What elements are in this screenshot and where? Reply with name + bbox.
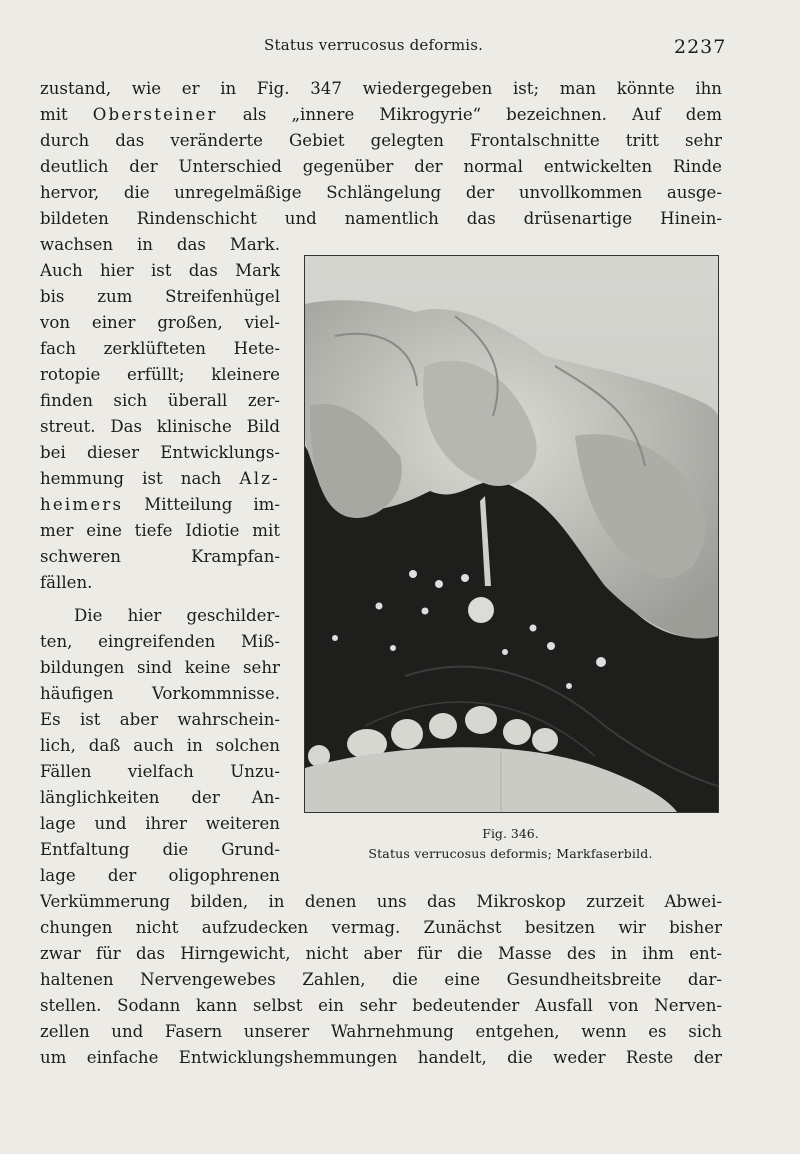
- text-line: zustand, wie er in Fig. 347 wiedergegeben ist; man könnte ihn: [40, 79, 722, 98]
- text-fragment: als „innere Mikrogyrie“ bezeichnen. Auf dem: [242, 105, 722, 124]
- text-line: Entfaltung die Grund-: [40, 840, 280, 859]
- text-line: von einer großen, viel-: [40, 313, 280, 332]
- text-line: lage und ihrer weiteren: [40, 814, 280, 833]
- text-line: länglichkeiten der An-: [40, 788, 280, 807]
- author-name-spaced: heimers: [40, 495, 124, 514]
- micrograph-figure: [304, 255, 719, 813]
- text-line: deutlich der Unterschied gegenüber der normal entwickelten Rinde: [40, 157, 722, 176]
- page-number: 2237: [674, 36, 727, 58]
- text-line: haltenen Nervengewebes Zahlen, die eine Gesundheitsbreite dar-: [40, 970, 722, 989]
- text-line: [40, 466, 280, 492]
- brain-section-micrograph: [305, 256, 718, 812]
- text-line: lich, daß auch in solchen: [40, 736, 280, 755]
- text-fragment: hemmung ist nach: [40, 469, 222, 488]
- text-line: Auch hier ist das Mark: [40, 261, 280, 280]
- text-line: streut. Das klinische Bild: [40, 417, 280, 436]
- text-line: ten, eingreifenden Miß-: [40, 632, 280, 651]
- text-line: wachsen in das Mark.: [40, 235, 280, 254]
- text-line: um einfache Entwicklungshemmungen handelt, die weder Reste der: [40, 1048, 722, 1067]
- running-title: Status verrucosus deformis.: [264, 36, 484, 54]
- text-line: schweren Krampfan-: [40, 547, 280, 566]
- text-line: [40, 102, 722, 128]
- text-line: mer eine tiefe Idiotie mit: [40, 521, 280, 540]
- text-line: lage der oligophrenen: [40, 866, 280, 885]
- text-line: zwar für das Hirngewicht, nicht aber für die Masse des in ihm ent-: [40, 944, 722, 963]
- text-line: Verkümmerung bilden, in denen uns das Mikroskop zurzeit Abwei-: [40, 892, 722, 911]
- text-fragment: Mitteilung im-: [144, 495, 280, 514]
- text-line: rotopie erfüllt; kleinere: [40, 365, 280, 384]
- text-line: fällen.: [40, 573, 93, 592]
- author-name-spaced: Alz-: [239, 469, 280, 488]
- text-fragment: mit: [40, 105, 68, 124]
- text-line: hervor, die unregelmäßige Schlängelung der unvollkommen ausge-: [40, 183, 722, 202]
- text-line: zellen und Fasern unserer Wahrnehmung entgehen, wenn es sich: [40, 1022, 722, 1041]
- text-line: durch das veränderte Gebiet gelegten Frontalschnitte tritt sehr: [40, 131, 722, 150]
- figure-number: Fig. 346.: [482, 826, 539, 841]
- text-line: bildungen sind keine sehr: [40, 658, 280, 677]
- figure-caption: Status verrucosus deformis; Markfaserbild.: [368, 846, 653, 861]
- text-line: finden sich überall zer-: [40, 391, 280, 410]
- text-line: Die hier geschilder-: [74, 606, 280, 625]
- text-line: bildeten Rindenschicht und namentlich das drüsenartige Hinein-: [40, 209, 722, 228]
- text-line: chungen nicht aufzudecken vermag. Zunächst besitzen wir bisher: [40, 918, 722, 937]
- text-line: bei dieser Entwicklungs-: [40, 443, 280, 462]
- text-line: fach zerklüfteten Hete-: [40, 339, 280, 358]
- text-line: bis zum Streifenhügel: [40, 287, 280, 306]
- text-line: Fällen vielfach Unzu-: [40, 762, 280, 781]
- author-name-spaced: Obersteiner: [92, 105, 218, 124]
- text-line: Es ist aber wahrschein-: [40, 710, 280, 729]
- text-line: [40, 492, 280, 518]
- text-line: stellen. Sodann kann selbst ein sehr bedeutender Ausfall von Nerven-: [40, 996, 722, 1015]
- text-line: häufigen Vorkommnisse.: [40, 684, 280, 703]
